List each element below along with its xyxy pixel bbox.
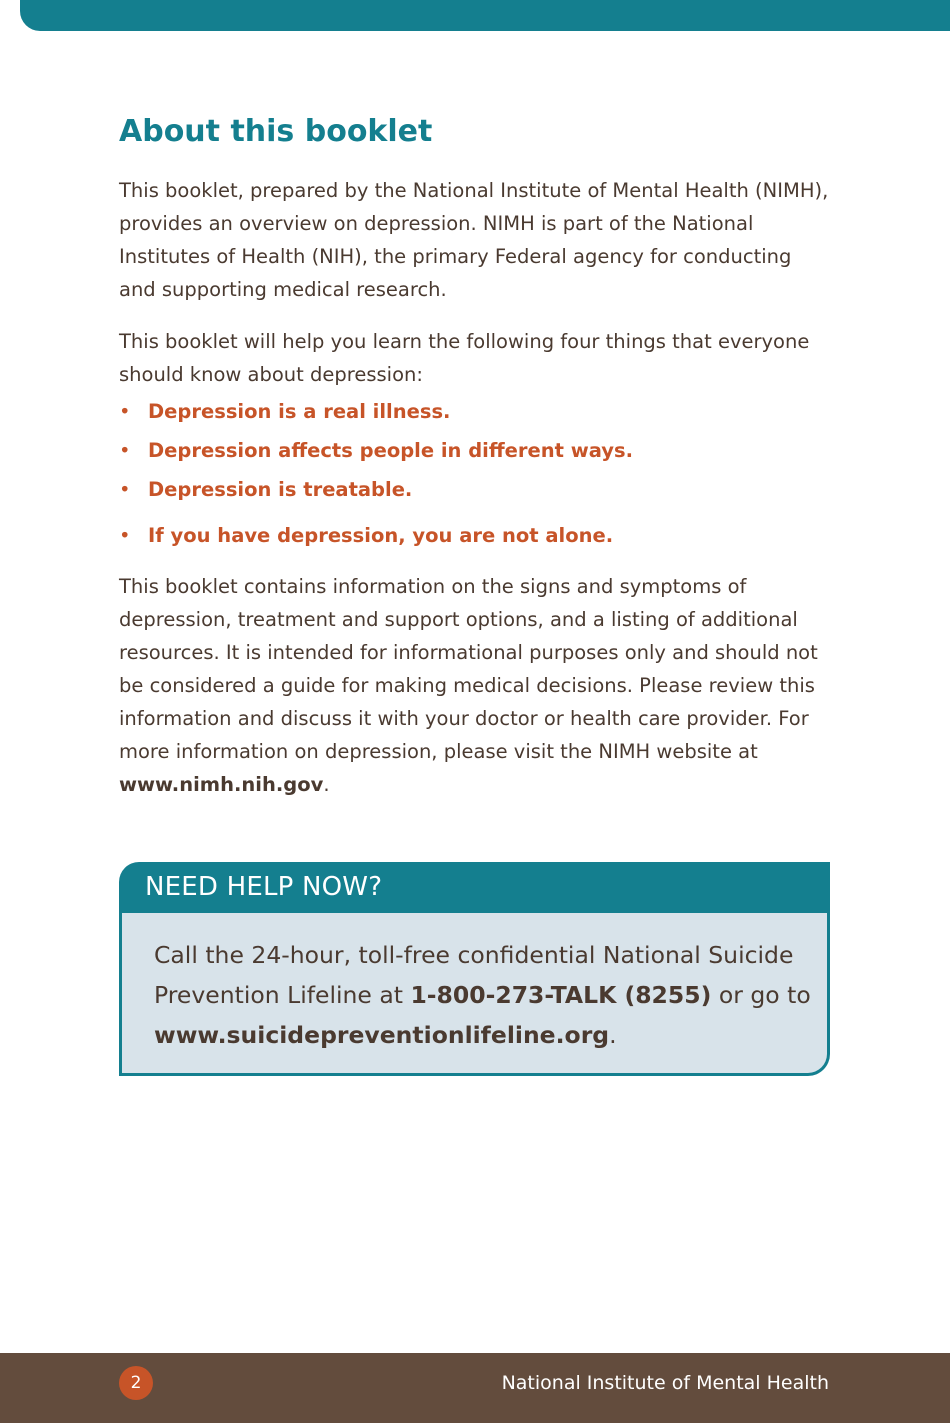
bullet-icon: • — [119, 478, 131, 501]
help-box-body — [119, 907, 830, 1076]
list-item — [119, 434, 834, 467]
main-content — [119, 112, 834, 820]
list-item — [119, 473, 834, 506]
lifeline-phone-number[interactable]: 1-800-273-TALK (8255) — [410, 981, 712, 1009]
intro-paragraph-1: This booklet, prepared by the National Institute of Mental Health (NIMH), provides an overview on depression. NIMH is part of the National Institutes of Health (NIH), the primary Federal agency for conducting and supporting medical research. — [119, 179, 829, 301]
help-text-middle: or go to — [711, 981, 811, 1009]
page-title: About this booklet — [119, 114, 433, 149]
details-end: . — [323, 773, 330, 796]
bullet-icon: • — [119, 400, 131, 423]
footer-organization: National Institute of Mental Health — [501, 1372, 829, 1394]
bullet-icon: • — [119, 439, 131, 462]
page-number-badge: 2 — [119, 1366, 153, 1400]
help-box-header — [119, 862, 830, 913]
help-text-end: . — [609, 1021, 617, 1049]
key-point-text: Depression affects people in different ways. — [148, 439, 634, 462]
page-footer — [0, 1353, 950, 1423]
details-paragraph — [119, 570, 834, 801]
bullet-icon: • — [119, 524, 131, 547]
key-point-text: Depression is treatable. — [148, 478, 413, 501]
need-help-box — [119, 862, 830, 1076]
help-box-heading: NEED HELP NOW? — [145, 872, 383, 902]
key-point-text: Depression is a real illness. — [148, 400, 451, 423]
help-text — [154, 935, 814, 1055]
list-item — [119, 395, 834, 428]
nimh-website-link[interactable]: www.nimh.nih.gov — [119, 773, 324, 796]
key-point-text: If you have depression, you are not alone. — [148, 524, 614, 547]
lifeline-website-link[interactable]: www.suicidepreventionlifeline.org — [154, 1021, 610, 1049]
list-item — [119, 519, 834, 552]
intro-paragraph-2: This booklet will help you learn the following four things that everyone should know about depression: — [119, 330, 810, 386]
help-text-intro: Call the 24-hour, toll-free confidential National Suicide Prevention Lifeline at — [154, 941, 794, 1009]
details-text: This booklet contains information on the signs and symptoms of depression, treatment and support options, and a listing of additional resources. It is intended for informational purposes only and should not be considered a guide for making medical decisions. Please review this information and discuss it with your doctor or health care provider. For more information on depression, please visit the NIMH website at — [119, 575, 818, 763]
key-points-list — [119, 395, 834, 552]
top-color-band — [20, 0, 950, 31]
